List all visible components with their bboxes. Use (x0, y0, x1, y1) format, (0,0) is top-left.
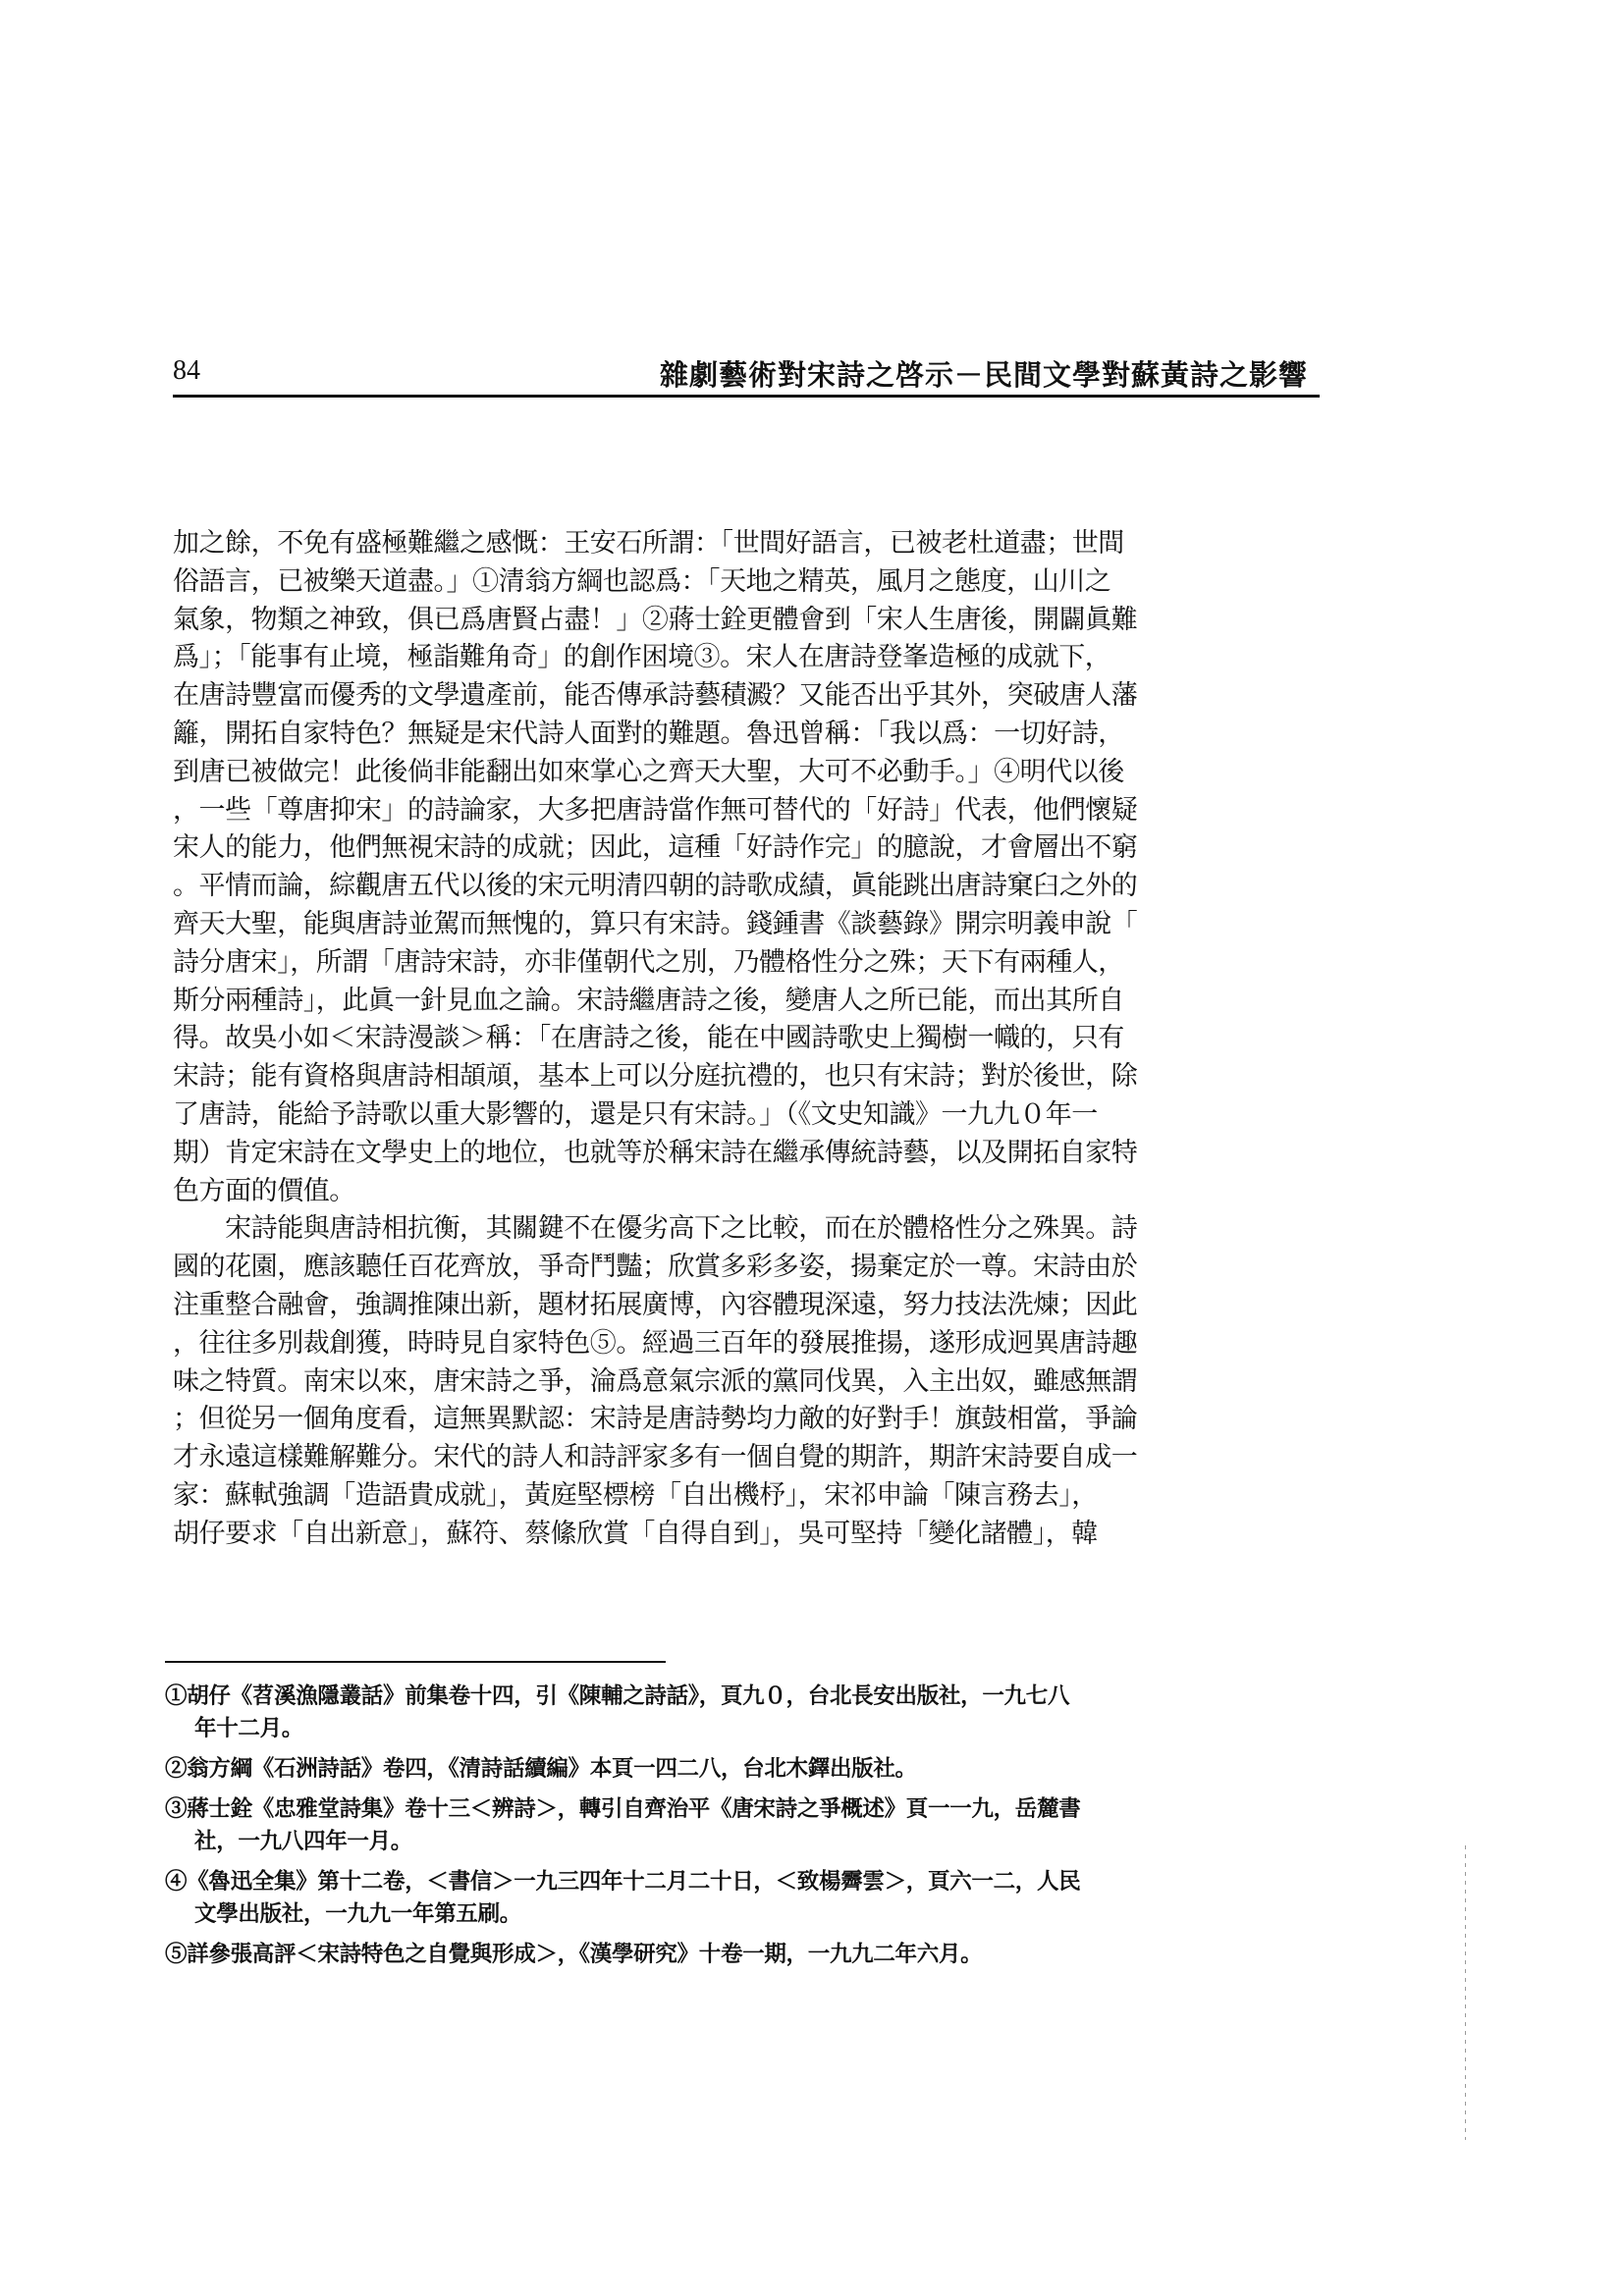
text-line: 了唐詩，能給予詩歌以重大影響的，還是只有宋詩。」（《文史知識》一九九０年一 (173, 1098, 1098, 1130)
text-line: 注重整合融會，強調推陳出新，題材拓展廣博，內容體現深遠，努力技法洗煉；因此 (173, 1289, 1138, 1320)
text-line: 期）肯定宋詩在文學史上的地位，也就等於稱宋詩在繼承傳統詩藝，以及開拓自家特 (173, 1137, 1138, 1168)
footnote-line: ③蔣士銓《忠雅堂詩集》卷十三＜辨詩＞，轉引自齊治平《唐宋詩之爭概述》頁一一九，岳麓書 (165, 1796, 1081, 1822)
text-line: 得。故吳小如＜宋詩漫談＞稱：「在唐詩之後，能在中國詩歌史上獨樹一幟的，只有 (173, 1023, 1124, 1054)
text-line: 才永遠這樣難解難分。宋代的詩人和詩評家多有一個自覺的期許，期許宋詩要自成一 (173, 1442, 1138, 1473)
text-line: 到唐已被做完！此後倘非能翻出如來掌心之齊天大聖，大可不必動手。」④明代以後 (173, 756, 1124, 787)
text-line: 胡仔要求「自出新意」，蘇符、蔡絛欣賞「自得自到」，吳可堅持「變化諸體」，韓 (173, 1518, 1098, 1549)
body-text (173, 525, 1251, 1554)
text-line: 在唐詩豐富而優秀的文學遺產前，能否傳承詩藝積澱？又能否出乎其外，突破唐人藩 (173, 680, 1138, 712)
text-line: 。平情而論，綜觀唐五代以後的宋元明清四朝的詩歌成績，眞能跳出唐詩窠臼之外的 (173, 871, 1138, 902)
text-line: 籬，開拓自家特色？無疑是宋代詩人面對的難題。魯迅曾稱：「我以爲：一切好詩， (173, 718, 1124, 749)
text-line: 家：蘇軾強調「造語貴成就」，黃庭堅標榜「自出機杼」，宋祁申論「陳言務去」， (173, 1479, 1098, 1511)
running-title: 雜劇藝術對宋詩之啓示－民間文學對蘇黃詩之影響 (659, 358, 1308, 392)
footnote-5 (165, 1939, 1255, 1971)
text-line: 國的花園，應該聽任百花齊放，爭奇鬥豔；欣賞多彩多姿，揚棄定於一尊。宋詩由於 (173, 1252, 1138, 1283)
text-line: 詩分唐宋」，所謂「唐詩宋詩，亦非僅朝代之別，乃體格性分之殊；天下有兩種人， (173, 946, 1124, 978)
footnote-1 (165, 1681, 1255, 1745)
footnote-line: ①胡仔《苕溪漁隱叢話》前集卷十四，引《陳輔之詩話》，頁九０，台北長安出版社，一九七八 (165, 1683, 1070, 1709)
text-line: 宋人的能力，他們無視宋詩的成就；因此，這種「好詩作完」的臆說，才會層出不窮 (173, 832, 1138, 864)
footnote-line: ⑤詳參張高評＜宋詩特色之自覺與形成＞，《漢學研究》十卷一期，一九九二年六月。 (165, 1942, 983, 1967)
text-line: 爲」；「能事有止境，極詣難角奇」的創作困境③。宋人在唐詩登峯造極的成就下， (173, 642, 1111, 673)
footnote-line: 社，一九八四年一月。 (194, 1829, 413, 1854)
footnote-2 (165, 1753, 1255, 1786)
text-line: ，一些「尊唐抑宋」的詩論家，大多把唐詩當作無可替代的「好詩」代表，他們懷疑 (173, 794, 1138, 826)
footnote-3 (165, 1793, 1255, 1858)
footnote-rule (165, 1661, 666, 1663)
footnotes (165, 1681, 1255, 1971)
text-line: 宋詩能與唐詩相抗衡，其關鍵不在優劣高下之比較，而在於體格性分之殊異。詩 (173, 1213, 1138, 1245)
text-line: 斯分兩種詩」，此眞一針見血之論。宋詩繼唐詩之後，變唐人之所已能，而出其所自 (173, 985, 1124, 1016)
text-line: ，往往多別裁創獲，時時見自家特色⑤。經過三百年的發展推揚，遂形成迥異唐詩趣 (173, 1327, 1138, 1359)
text-line: 齊天大聖，能與唐詩並駕而無愧的，算只有宋詩。錢鍾書《談藝錄》開宗明義申說「 (173, 908, 1138, 939)
scan-artifact-line (1465, 1845, 1466, 2140)
footnote-4 (165, 1866, 1255, 1931)
footnote-line: ②翁方綱《石洲詩話》卷四，《清詩話續編》本頁一四二八，台北木鐸出版社。 (165, 1756, 917, 1782)
text-line: 俗語言，已被樂天道盡。」①清翁方綱也認爲：「天地之精英，風月之態度，山川之 (173, 565, 1111, 597)
text-line: 加之餘，不免有盛極難繼之感慨：王安石所謂：「世間好語言，已被老杜道盡；世間 (173, 528, 1124, 559)
text-line: ；但從另一個角度看，這無異默認：宋詩是唐詩勢均力敵的好對手！旗鼓相當，爭論 (173, 1404, 1138, 1435)
header-rule (173, 395, 1320, 398)
footnote-line: ④《魯迅全集》第十二卷，＜書信＞一九三四年十二月二十日，＜致楊霽雲＞，頁六一二，人民 (165, 1869, 1081, 1895)
text-line: 味之特質。南宋以來，唐宋詩之爭，淪爲意氣宗派的黨同伐異，入主出奴，雖感無謂 (173, 1365, 1138, 1397)
text-line: 宋詩；能有資格與唐詩相頡頏，基本上可以分庭抗禮的，也只有宋詩；對於後世，除 (173, 1061, 1138, 1093)
page-header (173, 351, 1320, 395)
footnote-line: 年十二月。 (194, 1716, 304, 1741)
footnote-line: 文學出版社，一九九一年第五刷。 (194, 1901, 522, 1927)
text-line: 氣象，物類之神致，俱已爲唐賢占盡！」②蔣士銓更體會到「宋人生唐後，開闢眞難 (173, 604, 1138, 635)
page-number: 84 (173, 355, 200, 386)
text-line: 色方面的價值。 (173, 1175, 355, 1206)
